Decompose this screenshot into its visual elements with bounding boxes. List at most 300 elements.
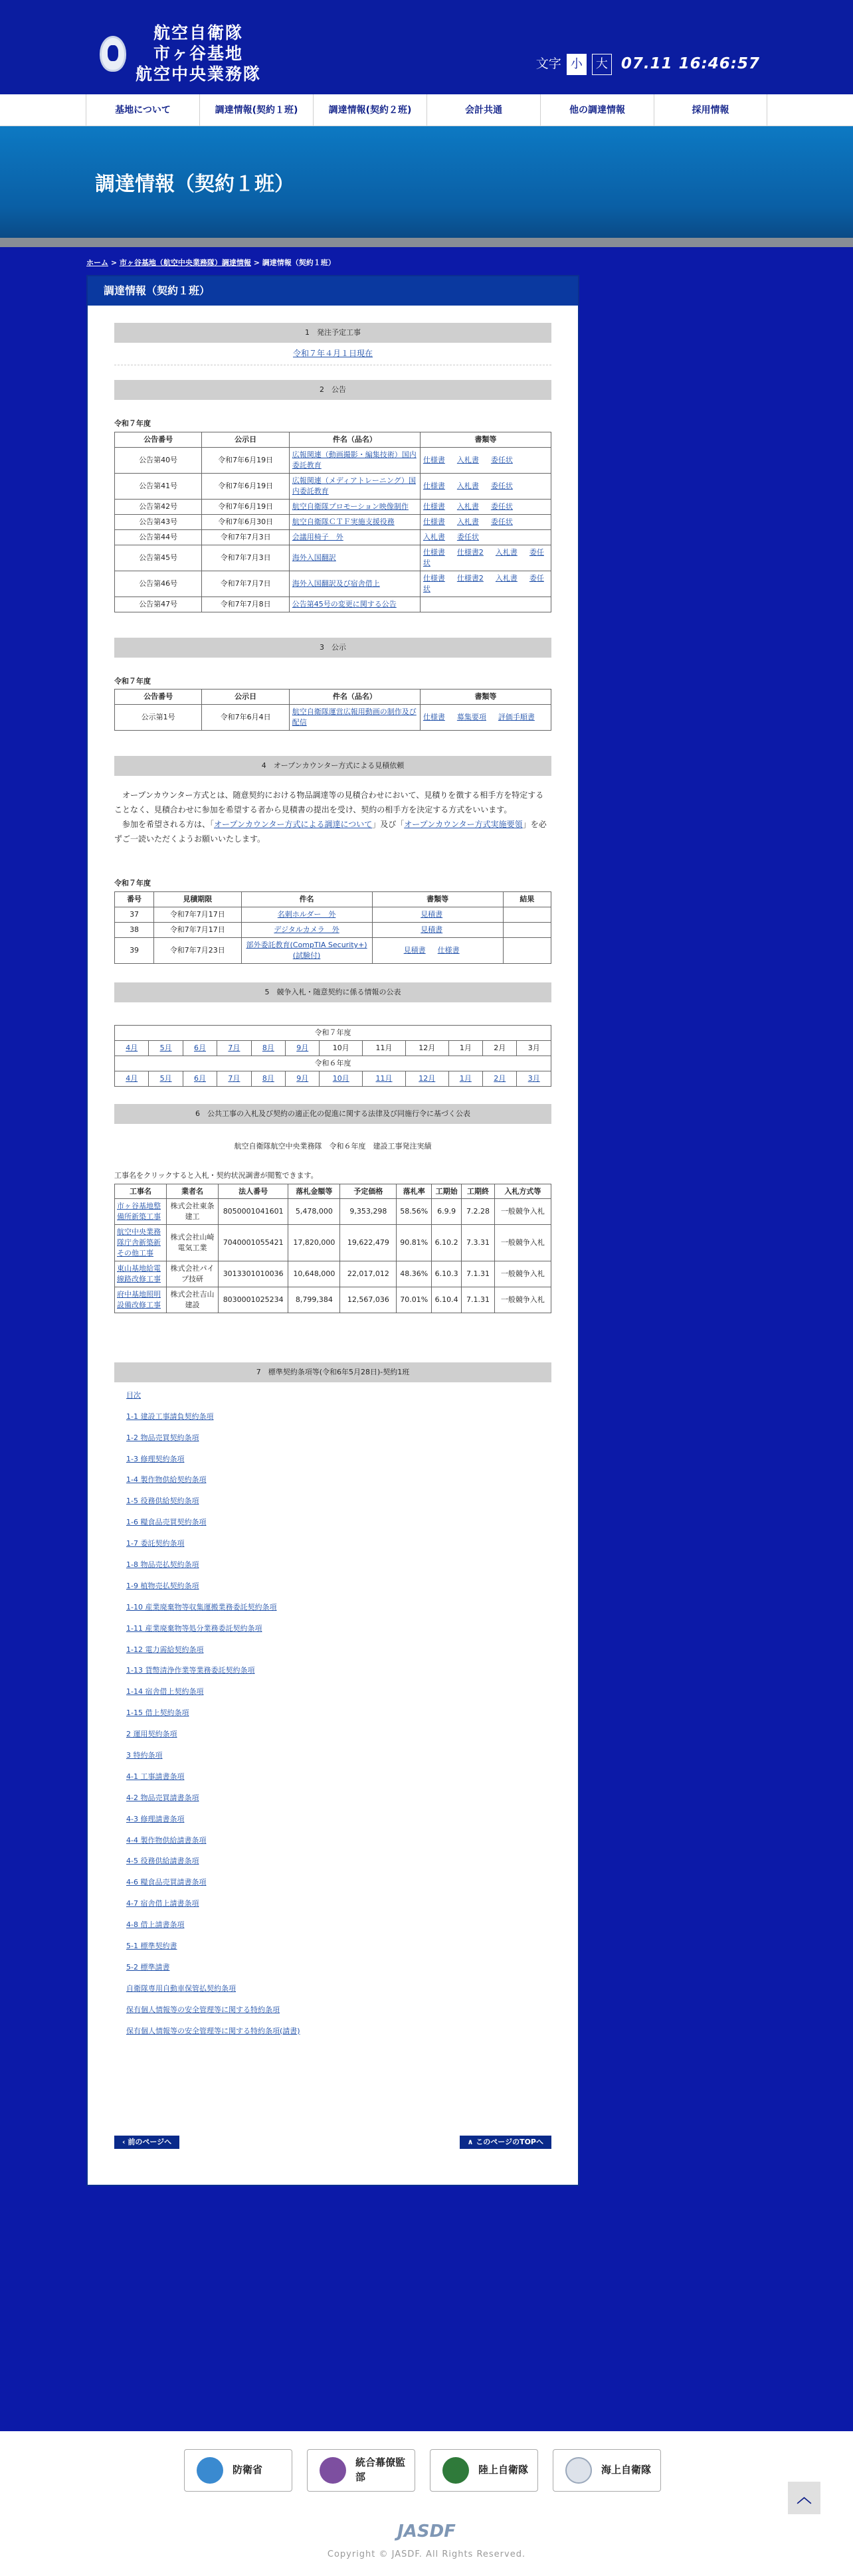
joint-staff-link[interactable] [307,2449,415,2492]
month-cell [320,1071,363,1086]
column-header: 工事名 [115,1184,167,1199]
document-link[interactable]: 入札書 [456,456,479,465]
msdf-label: 海上自衛隊 [601,2464,652,2476]
clause-link[interactable]: 1-2 物品売買契約条項 [126,1433,199,1442]
clause-link[interactable]: 4-2 物品売買請書条項 [126,1793,199,1802]
documents-cell [420,529,551,545]
contractor: 株式会社吉山建設 [167,1287,219,1313]
contractor: 株式会社パイプ技研 [167,1261,219,1287]
logo-line-3: 航空中央業務隊 [136,64,262,84]
clause-link[interactable]: 1-9 植物売払契約条項 [126,1581,199,1590]
subject-link[interactable]: 海外入国翻訳及び宿舎借上 [292,579,380,588]
logo-text [136,23,261,84]
table-row [115,1261,551,1287]
work-name-link[interactable]: 市ヶ谷基地整備所新築工事 [117,1202,161,1222]
month-link[interactable]: 5月 [159,1073,172,1083]
document-link[interactable]: 委任状 [423,573,544,593]
month-cell [363,1071,406,1086]
award-amount: 5,478,000 [288,1199,340,1225]
nav-accounting[interactable]: 会計共通 [427,94,540,126]
table-row [115,1199,551,1225]
document-link[interactable]: 入札書 [495,573,518,583]
open-counter-description: オープンカウンター方式とは、随意契約における物品調達等の見積合わせにおいて、見積りを徴する相手方を特定することなく、見積合わせに参加を希望する者から見積書の提出を受け、契約の相手方を決定する方式をいいます。 [114,790,544,815]
logo-line-2: 市ヶ谷基地 [153,44,244,63]
column-header: 工期始 [432,1184,462,1199]
table-row [115,529,551,545]
section-6-heading: 6 公共工事の入札及び契約の適正化の促進に関する法律及び同施行令に基づく公表 [114,1104,551,1124]
notice-number: 公告第46号 [115,571,202,597]
public-notice-table [114,689,551,731]
table-row [115,500,551,515]
content-box [86,275,579,2186]
notice-number: 公告第40号 [115,448,202,474]
open-counter-guide-link[interactable]: オープンカウンター方式による調達について [214,820,373,830]
document-link[interactable]: 仕様書 [437,945,460,955]
column-header: 公告番号 [115,690,202,705]
clause-link[interactable]: 1-6 糧食品売買契約条項 [126,1518,207,1527]
notice-number: 公告第43号 [115,514,202,529]
month-link[interactable]: 9月 [296,1073,309,1083]
month-link[interactable]: 2月 [494,1073,506,1083]
msdf-logo-icon [565,2457,592,2484]
notice-number: 公告第45号 [115,545,202,571]
award-rate: 48.36% [397,1261,432,1287]
notice-number: 公告第44号 [115,529,202,545]
planned-price: 22,017,012 [340,1261,397,1287]
month-cell [217,1071,251,1086]
joint-staff-label: 統合幕僚監部 [355,2456,406,2483]
clause-link[interactable]: 4-6 糧食品売買請書条項 [126,1878,207,1887]
nav-about[interactable]: 基地について [86,94,199,126]
document-link[interactable]: 仕様書2 [456,573,484,583]
month-link[interactable]: 4月 [126,1043,138,1052]
font-large-button[interactable]: 大 [592,54,612,75]
corporate-number: 8030001025234 [219,1287,288,1313]
quote-deadline: 令和7年7月17日 [154,907,241,923]
clause-link[interactable]: 4-4 製作物供給請書条項 [126,1835,207,1845]
subject-cell [289,705,420,731]
standard-clauses-list [114,1382,551,2042]
month-link[interactable]: 11月 [375,1073,393,1083]
open-counter-rules-link[interactable]: オープンカウンター方式実施要領 [404,820,523,830]
document-link[interactable]: 評価手順書 [498,713,535,722]
breadcrumb-parent[interactable]: 市ヶ谷基地（航空中央業務隊）調達情報 [119,258,251,267]
award-amount: 8,799,384 [288,1287,340,1313]
column-header: 予定価格 [340,1184,397,1199]
start-date: 6.9.9 [432,1199,462,1225]
section-7-heading: 7 標準契約条項等(令和6年5月28日)-契約1班 [114,1362,551,1382]
corporate-number: 3013301010036 [219,1261,288,1287]
start-date: 6.10.2 [432,1225,462,1261]
table-row [115,705,551,731]
table-row [115,545,551,571]
clause-link[interactable]: 1-1 建設工事請負契約条項 [126,1412,214,1421]
subject-link[interactable]: 海外入国翻訳 [292,553,336,562]
column-header: 入札方式等 [494,1184,551,1199]
table-row [115,514,551,529]
document-link[interactable]: 委任状 [456,532,479,541]
notice-date: 令和7年6月19日 [202,500,289,515]
subject-link[interactable]: 名刺ホルダー 外 [277,910,336,919]
month-link[interactable]: 5月 [159,1043,172,1052]
notice-date: 令和7年7月3日 [202,529,289,545]
documents-cell [420,514,551,529]
subject-cell [289,474,420,500]
subject-link[interactable]: 公告第45号の変更に関する公告 [292,599,397,608]
document-link[interactable]: 入札書 [456,517,479,526]
documents-cell [372,907,503,923]
clause-link[interactable]: 4-5 役務供給請書条項 [126,1857,199,1866]
column-header: 結果 [503,892,551,907]
page-banner [0,126,853,247]
contractor: 株式会社山崎電気工業 [167,1225,219,1261]
document-link[interactable]: 募集要項 [456,713,486,722]
font-size-label: 文字 [535,56,561,71]
clock: 07.11 16:46:57 [620,55,760,72]
month-cell [483,1071,517,1086]
clause-link[interactable]: 1-3 修理契約条項 [126,1454,185,1463]
clause-link[interactable]: 1-7 委託契約条項 [126,1539,185,1548]
document-link[interactable]: 委任状 [490,502,513,511]
documents-cell [420,474,551,500]
month-link[interactable]: 7月 [228,1043,240,1052]
font-size-control [536,54,612,75]
clause-link[interactable]: 1-13 貨幣清浄作業等業務委託契約条項 [126,1666,255,1675]
table-row [115,938,551,964]
column-header: 工期終 [462,1184,495,1199]
notice-date: 令和7年6月30日 [202,514,289,529]
clause-link[interactable]: 自衛隊専用自動車保管払契約条項 [126,1983,236,1993]
font-small-button[interactable]: 小 [567,54,587,75]
open-counter-guidance [114,817,551,846]
clause-link[interactable]: 保有個人情報等の安全管理等に関する特約条項(請書) [126,2026,300,2035]
clause-link[interactable]: 4-8 借上請書条項 [126,1920,185,1930]
bid-method: 一般競争入札 [494,1199,551,1225]
related-sites [184,2449,661,2492]
document-link[interactable]: 仕様書 [423,502,445,511]
prev-page-button[interactable]: ‹ 前のページへ [114,2136,179,2149]
document-link[interactable]: 仕様書 [423,517,445,526]
column-header: 書類等 [420,432,551,448]
month-cell [149,1040,183,1056]
month-cell [183,1040,217,1056]
month-cell [363,1040,406,1056]
nav-recruit[interactable]: 採用情報 [654,94,767,126]
month-link[interactable]: 9月 [296,1043,309,1052]
month-link[interactable]: 8月 [262,1073,274,1083]
column-header: 公示日 [202,432,289,448]
site-footer [0,2431,853,2576]
construction-results-title: 航空自衛隊航空中央業務隊 令和６年度 建設工事発注実績 [234,1141,432,1150]
clause-link[interactable]: 4-1 工事請書条項 [126,1772,185,1781]
document-link[interactable]: 入札書 [423,532,445,541]
prev-page-label: 前のページへ [128,2138,172,2146]
work-name-cell [115,1261,167,1287]
disclosure-month-table [114,1025,551,1087]
msdf-link[interactable] [553,2449,661,2492]
month-link[interactable]: 4月 [126,1073,138,1083]
table-row [115,907,551,923]
clause-link[interactable]: 1-5 役務供給契約条項 [126,1497,199,1506]
gsdf-link[interactable] [430,2449,538,2492]
table-row [115,597,551,612]
notice-number: 公告第42号 [115,500,202,515]
document-link[interactable]: 仕様書 [423,547,445,557]
guidance-text-3: 」を必ずご一読いただくようお願いいたします。 [114,820,547,844]
notice-number: 公告第47号 [115,597,202,612]
guidance-text-1: 参加を希望される方は、「 [122,820,215,830]
subject-link[interactable]: 広報関連（メディアトレーニング）国内委託教育 [292,476,417,496]
award-rate: 58.56% [397,1199,432,1225]
quote-deadline: 令和7年7月23日 [154,938,241,964]
month-link[interactable]: 6月 [194,1073,207,1083]
mod-link[interactable] [184,2449,292,2492]
subject-link[interactable]: 航空自衛隊ＣＴＦ実施支援役務 [292,517,395,526]
fy6-label: 令和６年度 [115,1056,551,1071]
documents-cell [420,597,551,612]
bid-method: 一般競争入札 [494,1261,551,1287]
clause-link[interactable]: 1-11 産業廃棄物等処分業務委託契約条項 [126,1623,262,1633]
award-amount: 10,648,000 [288,1261,340,1287]
column-header: 落札率 [397,1184,432,1199]
start-date: 6.10.4 [432,1287,462,1313]
document-link[interactable]: 仕様書 [423,573,445,583]
document-link[interactable]: 入札書 [456,482,479,491]
notice-date: 令和7年6月19日 [202,474,289,500]
column-header: 業者名 [167,1184,219,1199]
corporate-number: 8050001041601 [219,1199,288,1225]
clause-link[interactable]: 1-14 宿舎借上契約条項 [126,1687,204,1697]
work-name-link[interactable]: 東山基地給電線路改修工事 [117,1264,161,1284]
documents-cell [420,545,551,571]
document-link[interactable]: 見積書 [403,945,426,955]
clause-link[interactable]: 保有個人情報等の安全管理等に関する特約条項 [126,2005,280,2014]
subject-link[interactable]: 航空自衛隊プロモーション映像制作 [292,502,409,511]
subject-cell [289,529,420,545]
month-cell [115,1040,149,1056]
documents-cell [420,571,551,597]
guidance-text-2: 」及び「 [372,820,405,830]
planned-price: 12,567,036 [340,1287,397,1313]
result-cell [503,938,551,964]
document-link[interactable]: 委任状 [423,547,544,567]
month-cell [405,1040,448,1056]
work-name-cell [115,1287,167,1313]
content-title: 調達情報（契約１班） [88,276,578,306]
subject-cell [241,938,372,964]
documents-cell [420,500,551,515]
document-link[interactable]: 入札書 [456,502,479,511]
clause-link[interactable]: 1-15 借上契約条項 [126,1708,189,1718]
subject-link[interactable]: 会議用椅子 外 [292,532,343,541]
award-rate: 70.01% [397,1287,432,1313]
award-amount: 17,820,000 [288,1225,340,1261]
subject-link[interactable]: デジタルカメラ 外 [274,925,339,935]
column-header: 件名（品名） [289,690,420,705]
document-link[interactable]: 仕様書2 [456,547,484,557]
nav-other-procurement[interactable]: 他の調達情報 [540,94,654,126]
month-label: 10月 [332,1043,349,1052]
award-rate: 90.81% [397,1225,432,1261]
work-name-cell [115,1199,167,1225]
documents-cell [372,938,503,964]
month-cell [517,1040,551,1056]
site-header [0,0,853,94]
notice-date: 令和7年6月19日 [202,448,289,474]
clause-link[interactable]: 3 特約条項 [126,1751,163,1760]
section-1-heading: 1 発注予定工事 [114,323,551,343]
quote-number: 37 [115,907,154,923]
month-link[interactable]: 12月 [419,1073,436,1083]
bid-method: 一般競争入札 [494,1225,551,1261]
subject-cell [289,571,420,597]
month-cell [183,1071,217,1086]
column-header: 番号 [115,892,154,907]
column-header: 落札金額等 [288,1184,340,1199]
month-cell [483,1040,517,1056]
page-top-button[interactable]: ∧ このページのTOPへ [460,2136,551,2149]
section-4-heading: 4 オープンカウンター方式による見積依頼 [114,756,551,776]
section-3-heading: 3 公示 [114,638,551,658]
month-cell [286,1040,320,1056]
month-label: 2月 [494,1043,506,1052]
month-label: 3月 [527,1043,540,1052]
document-link[interactable]: 入札書 [495,547,518,557]
jasdf-logo: JASDF [397,2522,456,2541]
document-link[interactable]: 見積書 [421,910,443,919]
month-cell [115,1071,149,1086]
document-link[interactable]: 見積書 [421,925,443,935]
start-date: 6.10.3 [432,1261,462,1287]
document-link[interactable]: 委任状 [490,456,513,465]
clause-link[interactable]: 5-2 標準請書 [126,1962,170,1972]
month-cell [448,1071,482,1086]
end-date: 7.3.31 [462,1225,495,1261]
scroll-top-button[interactable] [788,2482,820,2514]
clause-link[interactable]: 1-12 電力需給契約条項 [126,1645,204,1654]
subject-cell [241,907,372,923]
month-label: 12月 [419,1043,436,1052]
month-link[interactable]: 10月 [332,1073,349,1083]
gsdf-logo-icon [442,2457,469,2484]
section-4-year: 令和７年度 [114,879,151,888]
notice-table [114,432,551,612]
subject-link[interactable]: 部外委託教育(CompTIA Security+)(試験付) [246,941,367,960]
clause-link[interactable]: 4-3 修理請書条項 [126,1814,185,1823]
month-link[interactable]: 8月 [262,1043,274,1052]
gsdf-label: 陸上自衛隊 [478,2464,529,2476]
month-cell [320,1040,363,1056]
subject-cell [289,597,420,612]
corporate-number: 7040001055421 [219,1225,288,1261]
notice-date: 令和7年7月7日 [202,571,289,597]
quote-number: 39 [115,938,154,964]
month-link[interactable]: 6月 [194,1043,207,1052]
column-header: 件名 [241,892,372,907]
result-cell [503,923,551,938]
work-name-link[interactable]: 航空中央業務隊庁舎新築新その他工事 [117,1228,161,1258]
notice-date: 令和7年7月3日 [202,545,289,571]
month-cell [217,1040,251,1056]
column-header: 公示日 [202,690,289,705]
header-tools [536,53,760,75]
nav-procurement-1[interactable]: 調達情報(契約１班) [199,94,313,126]
breadcrumb-home[interactable]: ホーム [86,258,108,267]
work-name-link[interactable]: 府中基地照明設備改修工事 [117,1290,161,1309]
month-link[interactable]: 1月 [459,1073,472,1083]
notice-date: 令和7年6月4日 [202,705,289,731]
clause-link[interactable]: 5-1 標準契約書 [126,1942,177,1951]
clause-link[interactable]: 1-8 物品売払契約条項 [126,1560,199,1570]
table-row [115,448,551,474]
planned-price: 19,622,479 [340,1225,397,1261]
subject-link[interactable]: 広報関連（動画撮影・編集技術）国内委託教育 [292,450,417,470]
nav-procurement-2[interactable]: 調達情報(契約２班) [313,94,427,126]
page-top-label: このページのTOPへ [476,2138,543,2146]
document-link[interactable]: 委任状 [490,517,513,526]
construction-note: 工事名をクリックすると入札・契約状況調書が閲覧できます。 [114,1170,318,1180]
mod-logo-icon [197,2457,223,2484]
subject-cell [289,514,420,529]
quotation-table [114,891,551,964]
month-cell [448,1040,482,1056]
column-header: 見積期限 [154,892,241,907]
document-link[interactable]: 委任状 [490,482,513,491]
month-cell [251,1040,285,1056]
month-cell [251,1071,285,1086]
clause-link[interactable]: 4-7 宿舎借上請書条項 [126,1899,199,1908]
notice-date: 令和7年7月8日 [202,597,289,612]
subject-cell [289,545,420,571]
table-row [115,1287,551,1313]
end-date: 7.2.28 [462,1199,495,1225]
planned-works-link[interactable]: 令和７年４月１日現在 [292,349,373,358]
month-label: 11月 [375,1043,393,1052]
end-date: 7.1.31 [462,1287,495,1313]
column-header: 書類等 [420,690,551,705]
clause-link[interactable]: 2 運用契約条項 [126,1730,177,1739]
month-link[interactable]: 3月 [527,1073,540,1083]
subject-cell [241,923,372,938]
quote-deadline: 令和7年7月17日 [154,923,241,938]
documents-cell [420,448,551,474]
planned-price: 9,353,298 [340,1199,397,1225]
notice-number: 公告第41号 [115,474,202,500]
document-link[interactable]: 仕様書 [423,482,445,491]
clause-link[interactable]: 目次 [126,1390,141,1400]
notice-number: 公示第1号 [115,705,202,731]
month-cell [149,1071,183,1086]
table-row [115,571,551,597]
clause-link[interactable]: 1-10 産業廃棄物等収集運搬業務委託契約条項 [126,1602,277,1611]
clause-link[interactable]: 1-4 製作物供給契約条項 [126,1475,207,1485]
logo-line-1: 航空自衛隊 [153,23,244,43]
section-2-year: 令和７年度 [114,419,151,428]
document-link[interactable]: 仕様書 [423,456,445,465]
subject-cell [289,448,420,474]
breadcrumb: ホーム > 市ヶ谷基地（航空中央業務隊）調達情報 > 調達情報（契約１班） [86,258,335,267]
result-cell [503,907,551,923]
contractor: 株式会社東条建工 [167,1199,219,1225]
month-cell [405,1071,448,1086]
month-link[interactable]: 7月 [228,1073,240,1083]
column-header: 公告番号 [115,432,202,448]
subject-link[interactable]: 航空自衛隊運営広報用動画の制作及び配信 [292,707,417,727]
site-logo[interactable] [100,23,261,84]
section-2-heading: 2 公告 [114,380,551,400]
document-link[interactable]: 仕様書 [423,713,445,722]
breadcrumb-current: 調達情報（契約１班） [262,258,335,267]
